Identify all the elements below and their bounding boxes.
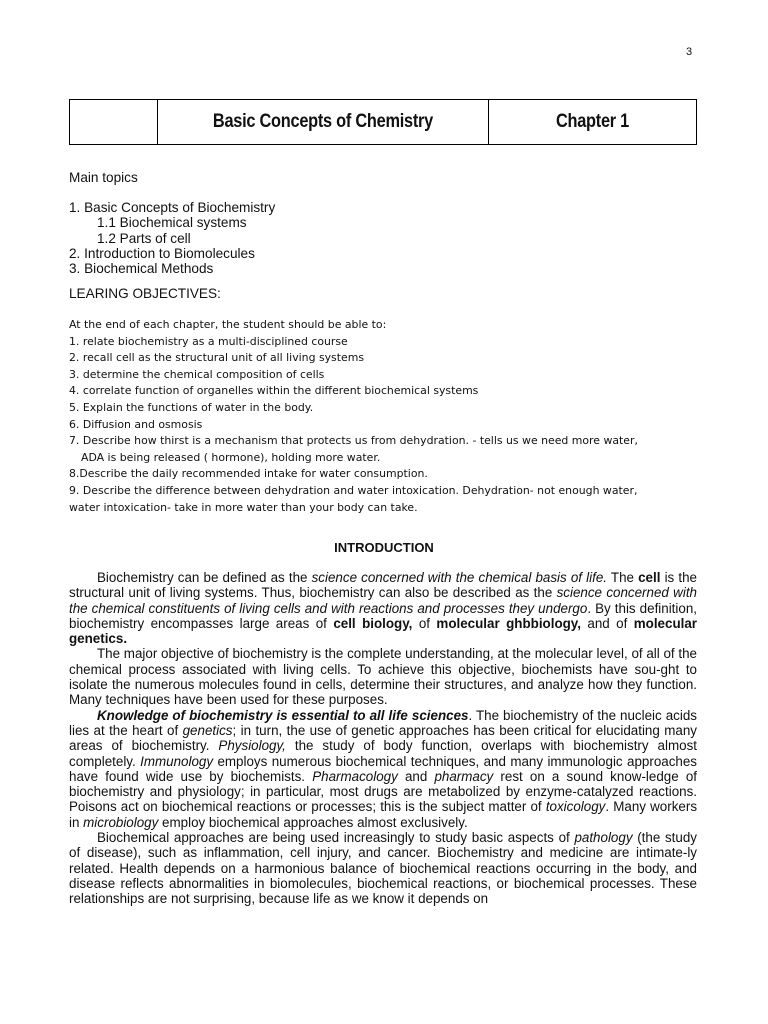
- paragraph-4: [69, 830, 697, 906]
- text-run-italic: science concerned with the chemical basis of life.: [311, 570, 607, 585]
- chapter-number: Chapter 1: [555, 111, 630, 132]
- toc-item: 1.2 Parts of cell: [97, 230, 191, 246]
- text-run-italic: microbiology: [83, 814, 159, 830]
- text-run: is the structural unit of living systems. Thus, biochemistry can also be described as the: [69, 570, 698, 601]
- text-run: and of: [580, 615, 634, 631]
- objective-item: 4. correlate function of organelles within the different biochemical systems: [69, 384, 479, 398]
- objective-item-continued: ADA is being released ( hormone), holding more water.: [81, 450, 381, 464]
- toc-item: 2. Introduction to Biomolecules: [69, 245, 255, 261]
- text-run: Biochemistry can be defined as the: [97, 570, 312, 585]
- text-run-italic: toxicology: [545, 799, 606, 815]
- learning-objectives-label: LEARING OBJECTIVES:: [69, 286, 221, 301]
- text-run-bold: cell biology,: [333, 615, 413, 631]
- paragraph-2: The major objective of biochemistry is the complete understanding, at the molecular level, of all of the chemical process associated with living cells. To achieve this objective, biochemists have sou-ght to isolate the numerous molecules found in cells, determine their structures, and analyze how they function. Many techniques have been used for these purposes.: [69, 646, 697, 708]
- text-run: (the study of disease), such as inflammation, cell injury, and cancer. Biochemistry and medicine are intimate-ly related. Health depends on a harmonious balance of biochemical reactions occurring in the body, and disease reflects abnormalities in biomolecules, biochemical reactions, or biochemical processes. These relationships are not surprising, because life as we know it depends on: [69, 830, 697, 907]
- text-run: employ biochemical approaches almost exclusively.: [158, 814, 468, 830]
- text-run: rest on a sound know-ledge of biochemistry and physiology; in particular, most drugs are metabolized by enzyme-catalyzed reactions. Poisons act on biochemical reactions or processes; this is the subject matter of: [69, 768, 697, 815]
- paragraph-3: [69, 708, 697, 830]
- text-run: of: [412, 615, 437, 631]
- text-run-italic: pharmacy: [434, 768, 494, 784]
- objective-item: 6. Diffusion and osmosis: [69, 417, 203, 431]
- text-run: Biochemical approaches are being used increasingly to study basic aspects of: [97, 830, 575, 846]
- text-run: The: [607, 570, 639, 585]
- text-run: employs numerous biochemical techniques, and many immunologic approaches have found wide use by biochemists.: [69, 753, 697, 784]
- paragraph-1: [69, 570, 697, 646]
- objective-item: 2. recall cell as the structural unit of all living systems: [69, 351, 364, 365]
- main-topics-label: Main topics: [69, 170, 138, 185]
- text-run: . Many workers in: [69, 799, 698, 830]
- text-run-italic: pathology: [574, 830, 633, 846]
- header-title-cell: [158, 100, 489, 144]
- introduction-body: [69, 570, 697, 907]
- page-number: 3: [686, 46, 693, 58]
- introduction-heading: INTRODUCTION: [334, 540, 434, 555]
- text-run: the study of body function, overlaps with biochemistry almost completely.: [69, 738, 697, 769]
- text-run: . The biochemistry of the nucleic acids lies at the heart of: [69, 707, 697, 738]
- objective-item: 9. Describe the difference between dehydration and water intoxication. Dehydration- not enough water,: [69, 483, 638, 497]
- objective-item: 3. determine the chemical composition of cells: [69, 367, 325, 381]
- objective-item: 8.Describe the daily recommended intake for water consumption.: [69, 467, 428, 481]
- toc-item: 1. Basic Concepts of Biochemistry: [69, 200, 276, 215]
- text-run-italic: Pharmacology: [312, 768, 398, 784]
- objective-item-continued: water intoxication- take in more water than your body can take.: [69, 500, 418, 514]
- toc-item: 3. Biochemical Methods: [69, 261, 214, 277]
- objective-item: 1. relate biochemistry as a multi-disciplined course: [69, 334, 348, 348]
- objectives-list: [69, 317, 697, 516]
- objective-item: 7. Describe how thirst is a mechanism that protects us from dehydration. - tells us we need more water,: [69, 434, 638, 448]
- text-run-italic: science concerned with the chemical constituents of living cells and with reactions and processes they undergo: [69, 585, 697, 616]
- chapter-title: Basic Concepts of Chemistry: [212, 111, 434, 132]
- text-run: and: [397, 768, 435, 784]
- table-of-contents: [69, 200, 275, 276]
- header-empty-cell: [70, 100, 158, 144]
- text-run-bold: cell: [638, 570, 661, 585]
- text-run-bold: molecular ghbbiology,: [436, 615, 581, 631]
- header-chapter-cell: [489, 100, 696, 144]
- text-run: ; in turn, the use of genetic approaches has been critical for elucidating many areas of biochemistry.: [69, 722, 697, 754]
- text-run-italic: genetics: [182, 722, 233, 738]
- text-run-italic: Immunology: [140, 753, 214, 769]
- text-run-bold: molecular genetics.: [69, 615, 698, 647]
- objective-item: 5. Explain the functions of water in the body.: [69, 400, 314, 414]
- objectives-intro: At the end of each chapter, the student should be able to:: [69, 318, 387, 331]
- chapter-header-table: [69, 99, 697, 145]
- text-run-bold-italic: Knowledge of biochemistry is essential to all life sciences: [97, 707, 469, 723]
- text-run: . By this definition, biochemistry encompasses large areas of: [69, 600, 697, 631]
- toc-item: 1.1 Biochemical systems: [97, 215, 247, 231]
- text-run-italic: Physiology,: [218, 738, 286, 754]
